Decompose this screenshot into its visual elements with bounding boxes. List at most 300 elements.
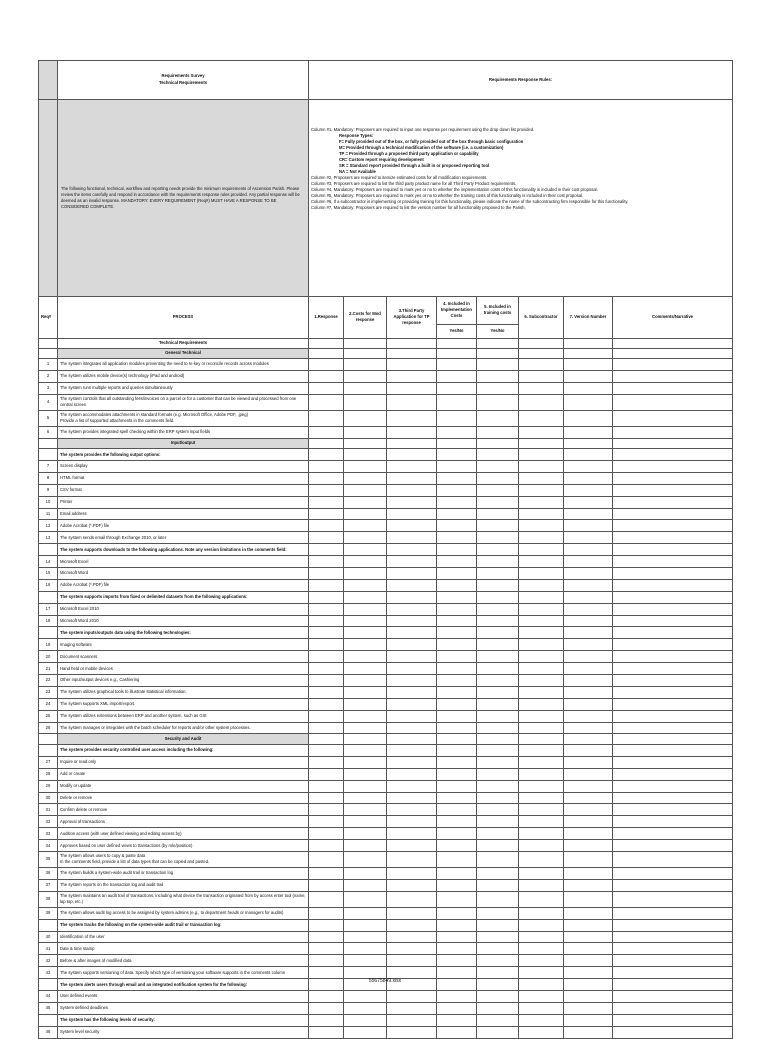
subcontractor-cell <box>519 744 564 756</box>
version-cell <box>564 651 613 663</box>
comments-cell <box>613 967 733 979</box>
requirement-row <box>39 1026 733 1038</box>
comments-cell <box>613 710 733 722</box>
comments-cell <box>613 663 733 675</box>
mod-costs-header: 2.Costs for Mod response <box>344 296 387 338</box>
requirement-text: The system tracks the following on the system-wide audit trail or transaction log: <box>58 919 309 931</box>
response-cell <box>309 907 344 919</box>
response-cell <box>309 544 344 556</box>
version-cell <box>564 744 613 756</box>
subcontractor-cell <box>519 556 564 568</box>
response-cell <box>309 698 344 710</box>
comments-cell <box>613 1014 733 1026</box>
implementation-cost-cell <box>437 891 477 907</box>
implementation-cost-cell <box>437 768 477 780</box>
req-number: 6 <box>39 426 58 438</box>
group-header-row <box>39 591 733 603</box>
response-type-item: CR= Custom report requiring development <box>339 157 424 162</box>
requirement-text: Delete or remove <box>58 792 309 804</box>
version-cell <box>564 734 613 745</box>
mod-cost-cell <box>344 907 387 919</box>
training-cost-cell <box>477 879 519 891</box>
training-cost-cell <box>477 867 519 879</box>
subcontractor-cell <box>519 907 564 919</box>
third-party-cell <box>387 520 437 532</box>
third-party-cell <box>387 544 437 556</box>
req-number: 39 <box>39 907 58 919</box>
mod-cost-cell <box>344 840 387 852</box>
requirement-row <box>39 674 733 686</box>
subcontractor-cell <box>519 370 564 382</box>
comments-cell <box>613 674 733 686</box>
comments-cell <box>613 804 733 816</box>
survey-title: Requirements Survey <box>161 73 205 78</box>
req-number: 15 <box>39 567 58 579</box>
mod-cost-cell <box>344 472 387 484</box>
comments-cell <box>613 851 733 867</box>
mod-cost-cell <box>344 449 387 461</box>
comments-cell <box>613 410 733 426</box>
third-party-cell <box>387 426 437 438</box>
implementation-cost-cell <box>437 338 477 348</box>
requirement-text: The system supports versioning of data. Specify which type of versioning your software supports in the comments column <box>58 967 309 979</box>
requirement-text: The system utilizes graphical tools to illustrate statistical information. <box>58 686 309 698</box>
implementation-cost-cell <box>437 967 477 979</box>
comments-cell <box>613 426 733 438</box>
comments-cell <box>613 394 733 410</box>
req-number: 41 <box>39 943 58 955</box>
subcontractor-cell <box>519 615 564 627</box>
comments-cell <box>613 496 733 508</box>
req-number: 46 <box>39 1026 58 1038</box>
subcontractor-cell <box>519 891 564 907</box>
subcontractor-cell <box>519 828 564 840</box>
comments-cell <box>613 879 733 891</box>
req-number <box>39 591 58 603</box>
req-number: 16 <box>39 579 58 591</box>
mod-cost-cell <box>344 651 387 663</box>
mod-cost-cell <box>344 867 387 879</box>
subcontractor-cell <box>519 567 564 579</box>
mod-cost-cell <box>344 879 387 891</box>
mod-cost-cell <box>344 544 387 556</box>
training-cost-cell <box>477 722 519 734</box>
group-header-row <box>39 627 733 639</box>
requirement-text: Modify or update <box>58 780 309 792</box>
req-number <box>39 544 58 556</box>
response-cell <box>309 472 344 484</box>
instructions-text: The following functional, technical, workflow and reporting needs provide the minimum requirements of Ascension Parish. Please review the items carefully and respond in accordance with the requirements response rules provided. Any partial response will be deemed as an invalid response. MANDATORY: EVERY REQUIREMENT (Req#) MUST HAVE A RESPONSE TO BE CONSIDERED COMPLETE. <box>58 100 309 297</box>
req-number: 20 <box>39 651 58 663</box>
third-party-cell <box>387 410 437 426</box>
response-cell <box>309 792 344 804</box>
response-cell <box>309 840 344 852</box>
response-cell <box>309 556 344 568</box>
subcontractor-cell <box>519 484 564 496</box>
response-cell <box>309 438 344 449</box>
implementation-cost-cell <box>437 348 477 359</box>
implementation-cost-cell <box>437 990 477 1002</box>
version-cell <box>564 639 613 651</box>
survey-title-cell <box>58 61 309 100</box>
third-party-cell <box>387 804 437 816</box>
requirement-row <box>39 460 733 472</box>
version-cell <box>564 556 613 568</box>
subcontractor-cell <box>519 496 564 508</box>
mod-cost-cell <box>344 348 387 359</box>
third-party-cell <box>387 780 437 792</box>
training-cost-cell <box>477 1002 519 1014</box>
version-cell <box>564 867 613 879</box>
third-party-cell <box>387 990 437 1002</box>
comments-cell <box>613 907 733 919</box>
mod-cost-cell <box>344 438 387 449</box>
third-party-cell <box>387 567 437 579</box>
third-party-cell <box>387 768 437 780</box>
rule-column-6: Column #6, If a subcontractor is implementing or providing training for this functionality, please indicate the name of the subcontracting firm responsible for this functionality. <box>311 199 629 204</box>
third-party-cell <box>387 816 437 828</box>
requirement-text: The system alerts users through email and an integrated notification system for the following: <box>58 979 309 991</box>
implementation-cost-cell <box>437 359 477 371</box>
response-cell <box>309 943 344 955</box>
subcontractor-cell <box>519 1026 564 1038</box>
mod-cost-cell <box>344 639 387 651</box>
requirement-row <box>39 663 733 675</box>
third-party-cell <box>387 710 437 722</box>
comments-cell <box>613 734 733 745</box>
training-cost-cell <box>477 627 519 639</box>
section-header-row <box>39 348 733 359</box>
third-party-cell <box>387 722 437 734</box>
req-number <box>39 744 58 756</box>
comments-cell <box>613 686 733 698</box>
version-cell <box>564 627 613 639</box>
subcontractor-cell <box>519 603 564 615</box>
comments-cell <box>613 508 733 520</box>
subcontractor-cell <box>519 472 564 484</box>
requirement-row <box>39 816 733 828</box>
comments-cell <box>613 955 733 967</box>
implementation-cost-cell <box>437 879 477 891</box>
req-number: 8 <box>39 472 58 484</box>
implementation-cost-cell <box>437 579 477 591</box>
req-number: 33 <box>39 828 58 840</box>
training-cost-cell <box>477 603 519 615</box>
third-party-cell <box>387 348 437 359</box>
mod-cost-cell <box>344 496 387 508</box>
third-party-cell <box>387 394 437 410</box>
subcontractor-cell <box>519 544 564 556</box>
req-number <box>39 627 58 639</box>
training-cost-cell <box>477 919 519 931</box>
req-number: 7 <box>39 460 58 472</box>
training-cost-cell <box>477 943 519 955</box>
requirement-text: The system provides security controlled user access including the following: <box>58 744 309 756</box>
implementation-cost-cell <box>437 382 477 394</box>
response-cell <box>309 851 344 867</box>
subcontractor-cell <box>519 804 564 816</box>
mod-cost-cell <box>344 359 387 371</box>
mod-cost-cell <box>344 931 387 943</box>
training-cost-cell <box>477 484 519 496</box>
implementation-cost-cell <box>437 603 477 615</box>
req-number: 1 <box>39 359 58 371</box>
mod-cost-cell <box>344 591 387 603</box>
training-cost-cell <box>477 359 519 371</box>
comments-cell <box>613 722 733 734</box>
subcontractor-cell <box>519 851 564 867</box>
requirement-row <box>39 990 733 1002</box>
third-party-cell <box>387 1002 437 1014</box>
subcontractor-cell <box>519 967 564 979</box>
mod-cost-cell <box>344 698 387 710</box>
implementation-cost-cell <box>437 780 477 792</box>
comments-cell <box>613 943 733 955</box>
comments-cell <box>613 792 733 804</box>
third-party-cell <box>387 603 437 615</box>
version-cell <box>564 663 613 675</box>
comments-cell <box>613 382 733 394</box>
mod-cost-cell <box>344 394 387 410</box>
subcontractor-cell <box>519 627 564 639</box>
version-cell <box>564 359 613 371</box>
response-cell <box>309 520 344 532</box>
mod-cost-cell <box>344 556 387 568</box>
req-number: 32 <box>39 816 58 828</box>
implementation-cost-cell <box>437 686 477 698</box>
version-cell <box>564 532 613 544</box>
implementation-cost-cell <box>437 544 477 556</box>
implementation-cost-cell <box>437 756 477 768</box>
implementation-cost-cell <box>437 496 477 508</box>
implementation-cost-cell <box>437 840 477 852</box>
comments-cell <box>613 651 733 663</box>
subcontractor-cell <box>519 722 564 734</box>
subcontractor-cell <box>519 591 564 603</box>
requirement-text: The system utilizes extensions between ERP and another system, such as GIS <box>58 710 309 722</box>
third-party-cell <box>387 734 437 745</box>
mod-cost-cell <box>344 804 387 816</box>
training-cost-cell <box>477 990 519 1002</box>
requirement-row <box>39 579 733 591</box>
mod-cost-cell <box>344 756 387 768</box>
version-cell <box>564 1026 613 1038</box>
requirement-row <box>39 567 733 579</box>
response-cell <box>309 756 344 768</box>
response-cell <box>309 370 344 382</box>
requirement-text: The system runs multiple reports and queries simultaneously <box>58 382 309 394</box>
mod-cost-cell <box>344 627 387 639</box>
implementation-cost-cell <box>437 410 477 426</box>
comments-cell <box>613 370 733 382</box>
version-cell <box>564 722 613 734</box>
requirement-text: The system builds a system-wide audit trail or transaction log <box>58 867 309 879</box>
req-number: 38 <box>39 891 58 907</box>
subcontractor-cell <box>519 768 564 780</box>
requirement-text: System defined deadlines <box>58 1002 309 1014</box>
training-cost-cell <box>477 410 519 426</box>
mod-cost-cell <box>344 828 387 840</box>
requirement-text: The system accommodates attachments in standard formats (e.g. Microsoft Office, Adobe PDF, .jpeg) Provide a list of supported attachments in the comments field. <box>58 410 309 426</box>
implementation-cost-cell <box>437 663 477 675</box>
req-number: 37 <box>39 879 58 891</box>
mod-cost-cell <box>344 851 387 867</box>
requirement-row <box>39 955 733 967</box>
req-number-header: Req# <box>39 296 58 338</box>
training-cost-cell <box>477 532 519 544</box>
req-number: 10 <box>39 496 58 508</box>
section-header-row <box>39 438 733 449</box>
implementation-cost-cell <box>437 394 477 410</box>
requirement-text: The system manages or integrates with the batch scheduler for reports and/or other system processes. <box>58 722 309 734</box>
version-cell <box>564 816 613 828</box>
training-cost-cell <box>477 686 519 698</box>
training-cost-cell <box>477 816 519 828</box>
requirement-row <box>39 722 733 734</box>
training-cost-cell <box>477 556 519 568</box>
version-cell <box>564 756 613 768</box>
requirement-text: Confirm delete or remove <box>58 804 309 816</box>
version-cell <box>564 591 613 603</box>
version-cell <box>564 990 613 1002</box>
requirement-text: Document scanners <box>58 651 309 663</box>
response-type-item: SR = Standard report provided through a built in or proposed reporting tool <box>339 163 490 168</box>
response-cell <box>309 710 344 722</box>
subcontractor-cell <box>519 734 564 745</box>
version-cell <box>564 438 613 449</box>
requirement-text: Hand held or mobile devices <box>58 663 309 675</box>
rule-column-2: Column #2, Proposers are required to itemize estimated costs for all modification requirements. <box>311 175 488 180</box>
requirement-row <box>39 840 733 852</box>
requirement-row <box>39 756 733 768</box>
implementation-cost-cell <box>437 520 477 532</box>
response-cell <box>309 1026 344 1038</box>
comments-cell <box>613 472 733 484</box>
requirement-row <box>39 780 733 792</box>
subcontractor-cell <box>519 955 564 967</box>
requirement-text: Date & time stamp <box>58 943 309 955</box>
requirement-row <box>39 496 733 508</box>
comments-cell <box>613 579 733 591</box>
training-cost-cell <box>477 780 519 792</box>
requirement-text: Microsoft Excel 2010 <box>58 603 309 615</box>
requirement-text: Imaging software <box>58 639 309 651</box>
rule-column-3: Column #3, Proposers are required to list the third party product name for all Third Party Product requirements. <box>311 181 517 186</box>
req-number: 13 <box>39 532 58 544</box>
requirement-row <box>39 768 733 780</box>
version-cell <box>564 472 613 484</box>
requirement-row <box>39 710 733 722</box>
version-cell <box>564 891 613 907</box>
comments-cell <box>613 556 733 568</box>
mod-cost-cell <box>344 370 387 382</box>
requirement-row <box>39 508 733 520</box>
third-party-cell <box>387 1014 437 1026</box>
response-cell <box>309 603 344 615</box>
version-cell <box>564 919 613 931</box>
third-party-cell <box>387 943 437 955</box>
subcontractor-cell <box>519 698 564 710</box>
third-party-cell <box>387 627 437 639</box>
comments-cell <box>613 990 733 1002</box>
subcontractor-header: 6. Subcontractor <box>519 296 564 338</box>
version-cell <box>564 674 613 686</box>
req-number: 31 <box>39 804 58 816</box>
req-number: 43 <box>39 967 58 979</box>
subcontractor-cell <box>519 348 564 359</box>
training-cost-cell <box>477 663 519 675</box>
req-number <box>39 348 58 359</box>
version-cell <box>564 370 613 382</box>
req-number: 4 <box>39 394 58 410</box>
version-cell <box>564 879 613 891</box>
training-cost-cell <box>477 338 519 348</box>
response-cell <box>309 579 344 591</box>
comments-cell <box>613 520 733 532</box>
title-row <box>39 61 733 100</box>
implementation-cost-cell <box>437 955 477 967</box>
subcontractor-cell <box>519 1014 564 1026</box>
version-cell <box>564 967 613 979</box>
requirement-text: Microsoft Excel <box>58 556 309 568</box>
version-cell <box>564 484 613 496</box>
rules-heading: Requirements Response Rules: <box>309 61 733 100</box>
corner-cell <box>39 61 58 100</box>
comments-cell <box>613 460 733 472</box>
training-cost-cell <box>477 472 519 484</box>
response-cell <box>309 1014 344 1026</box>
training-cost-cell <box>477 744 519 756</box>
training-cost-cell <box>477 382 519 394</box>
section-header-row <box>39 338 733 348</box>
instructions-row <box>39 100 733 297</box>
implementation-cost-cell <box>437 710 477 722</box>
comments-cell <box>613 484 733 496</box>
req-number <box>39 438 58 449</box>
subcontractor-cell <box>519 426 564 438</box>
mod-cost-cell <box>344 744 387 756</box>
rule-column-7: Column #7, Mandatory: Proposers are required to list the version number for all functionality proposed to the Parish. <box>311 205 526 210</box>
training-cost-cell <box>477 591 519 603</box>
req-number: 3 <box>39 382 58 394</box>
requirement-text: The system provides integrated spell checking within the ERP system input fields <box>58 426 309 438</box>
implementation-cost-cell <box>437 734 477 745</box>
subcontractor-cell <box>519 780 564 792</box>
training-cost-cell <box>477 348 519 359</box>
mod-cost-cell <box>344 674 387 686</box>
third-party-header: 3.Third Party Application for TP response <box>387 296 437 338</box>
requirement-text: Add or create <box>58 768 309 780</box>
req-number: 25 <box>39 710 58 722</box>
subcontractor-cell <box>519 394 564 410</box>
training-cost-cell <box>477 615 519 627</box>
implementation-cost-cell <box>437 931 477 943</box>
implementation-cost-cell <box>437 460 477 472</box>
mod-cost-cell <box>344 484 387 496</box>
response-cell <box>309 484 344 496</box>
section-title: General Technical <box>58 348 309 359</box>
implementation-cost-cell <box>437 472 477 484</box>
training-cost-cell <box>477 370 519 382</box>
requirement-row <box>39 615 733 627</box>
implementation-cost-cell <box>437 556 477 568</box>
requirement-text: The system maintains an audit trail of transactions, including what device the transaction originated from by access enter tool (name, lap top, etc.) <box>58 891 309 907</box>
training-cost-cell <box>477 544 519 556</box>
mod-cost-cell <box>344 990 387 1002</box>
version-cell <box>564 520 613 532</box>
response-cell <box>309 496 344 508</box>
third-party-cell <box>387 370 437 382</box>
